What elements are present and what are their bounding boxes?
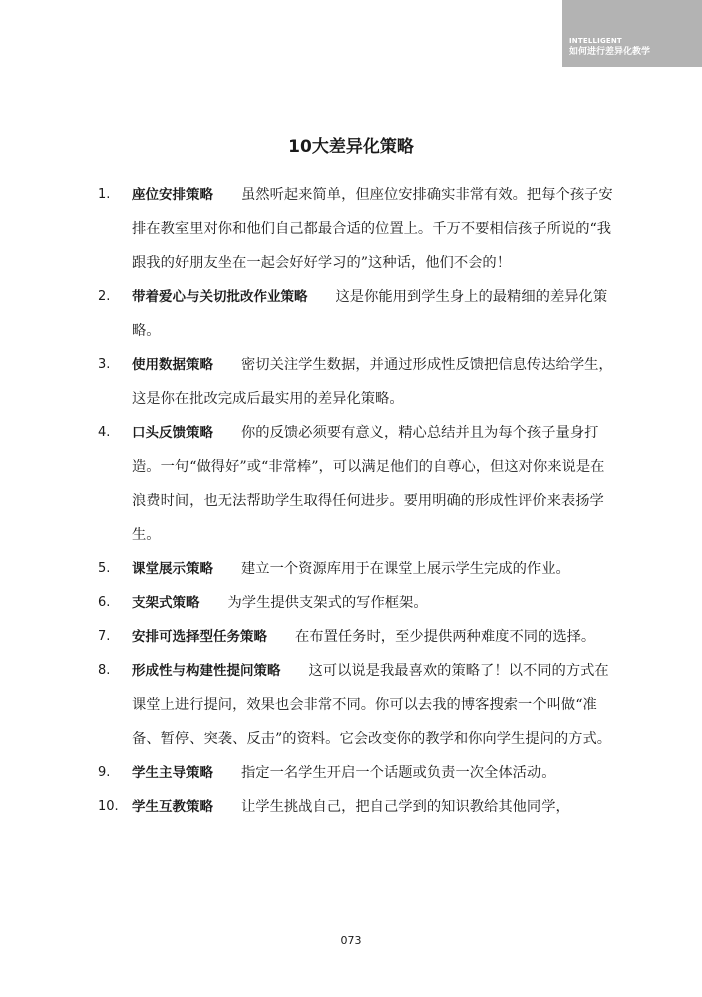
- item-text: 指定一名学生开启一个话题或负责一次全体活动。: [241, 765, 556, 781]
- list-item: [98, 348, 614, 416]
- item-number: 8.: [98, 663, 111, 678]
- item-text: 建立一个资源库用于在课堂上展示学生完成的作业。: [241, 561, 570, 577]
- list-item: [98, 586, 614, 620]
- item-text: 为学生提供支架式的写作框架。: [227, 595, 428, 611]
- strategy-list: [98, 178, 614, 824]
- list-item: [98, 280, 614, 348]
- running-header-series-en: INTELLIGENT: [569, 37, 622, 45]
- page-number: 073: [340, 934, 362, 947]
- running-header-series-zh: 如何进行差异化教学: [569, 47, 651, 57]
- item-name: 支架式策略: [132, 595, 200, 611]
- item-number: 1.: [98, 187, 111, 202]
- item-name: 学生主导策略: [132, 765, 213, 781]
- item-text: 虽然听起来简单，但座位安排确实非常有效。把每个孩子安排在教室里对你和他们自己都最合适的位置上。千万不要相信孩子所说的“我跟我的好朋友坐在一起会好好学习的”这种话，他们不会的！: [132, 187, 613, 271]
- item-number: 6.: [98, 595, 111, 610]
- item-text: 在布置任务时，至少提供两种难度不同的选择。: [295, 629, 596, 645]
- item-text: 让学生挑战自己，把自己学到的知识教给其他同学，: [241, 799, 570, 815]
- list-item: [98, 654, 614, 756]
- item-name: 使用数据策略: [132, 357, 213, 373]
- item-name: 形成性与构建性提问策略: [132, 663, 281, 679]
- item-name: 座位安排策略: [132, 187, 213, 203]
- item-name: 课堂展示策略: [132, 561, 213, 577]
- item-number: 2.: [98, 289, 111, 304]
- item-number: 3.: [98, 357, 111, 372]
- item-number: 9.: [98, 765, 111, 780]
- item-text: 这可以说是我最喜欢的策略了！以不同的方式在课堂上进行提问，效果也会非常不同。你可以去我的博客搜索一个叫做“准备、暂停、突袭、反击”的资料。它会改变你的教学和你向学生提问的方式。: [132, 663, 612, 747]
- item-number: 4.: [98, 425, 111, 440]
- list-item: [98, 552, 614, 586]
- item-number: 7.: [98, 629, 111, 644]
- item-name: 带着爱心与关切批改作业策略: [132, 289, 308, 305]
- item-text: 你的反馈必须要有意义，精心总结并且为每个孩子量身打造。一句“做得好”或“非常棒”，可以满足他们的自尊心，但这对你来说是在浪费时间，也无法帮助学生取得任何进步。要用明确的形成性评价来表扬学生。: [132, 425, 605, 543]
- item-text: 这是你能用到学生身上的最精细的差异化策略。: [132, 289, 608, 339]
- item-text: 密切关注学生数据，并通过形成性反馈把信息传达给学生，这是你在批改完成后最实用的差异化策略。: [132, 357, 613, 407]
- item-name: 学生互教策略: [132, 799, 213, 815]
- item-number: 5.: [98, 561, 111, 576]
- list-item: [98, 790, 614, 824]
- item-name: 安排可选择型任务策略: [132, 629, 267, 645]
- list-item: [98, 416, 614, 552]
- list-item: [98, 620, 614, 654]
- item-name: 口头反馈策略: [132, 425, 213, 441]
- list-item: [98, 178, 614, 280]
- item-number: 10.: [98, 799, 119, 814]
- list-item: [98, 756, 614, 790]
- page-title: 10大差异化策略: [288, 137, 414, 157]
- running-header: [562, 0, 702, 67]
